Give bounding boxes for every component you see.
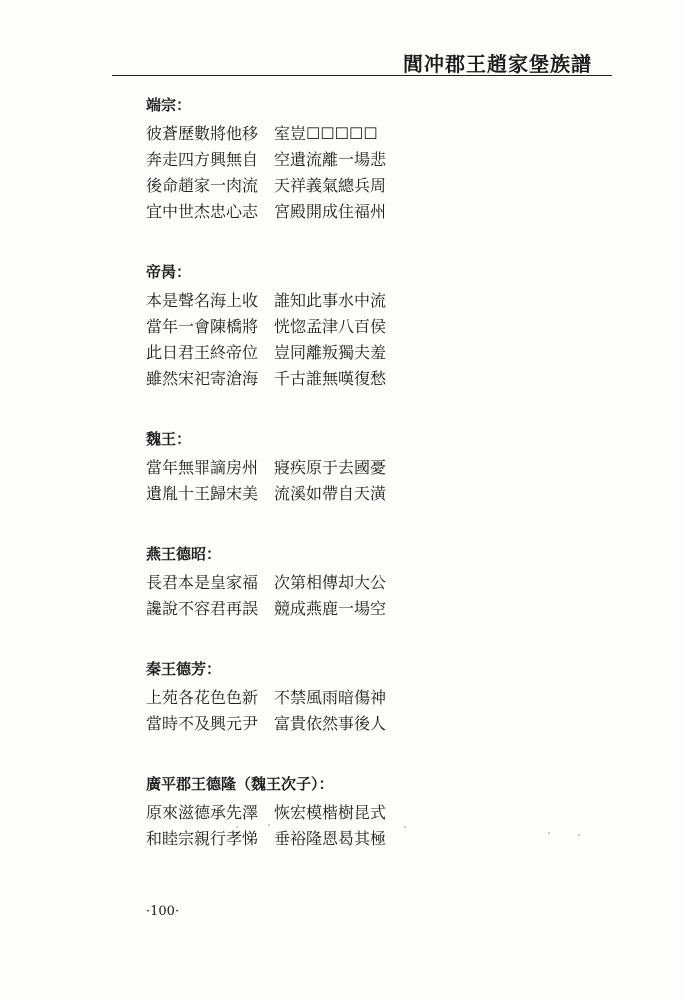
verse-right: 空遺流離一場悲 [274,150,387,169]
poem-section-duanzong [146,93,566,225]
verse-right: 宮殿開成住福州 [274,202,387,221]
header-rule [112,75,612,76]
running-header [112,42,612,76]
verse-left: 後命趙家一肉流 [146,176,259,195]
verse-right: 豈同離叛獨夫羞 [274,343,387,362]
poem-content [146,93,566,887]
book-title: 閭冲郡王趙家堡族譜 [403,52,592,76]
verse-left: 彼蒼歷數將他移 [146,124,259,143]
verse-left: 宜中世杰忠心志 [146,202,259,221]
verse-left: 遺胤十王歸宋美 [146,484,259,503]
verse-right: 誰知此事水中流 [274,291,387,310]
verse-line [146,685,566,711]
section-title: 帝昺： [146,263,192,281]
verse-line [146,711,566,737]
verse-right: 恢宏模楷樹昆式 [274,803,387,822]
verse-line [146,826,566,852]
verse-line [146,121,566,147]
verse-line [146,173,566,199]
scan-speck [578,834,580,836]
poem-section-dibing [146,260,566,392]
verse-right: 競成燕鹿一場空 [274,599,387,618]
verse-line [146,481,566,507]
verse-line [146,147,566,173]
page-number: ·100· [146,904,180,919]
verse-left: 當年無罪謫房州 [146,458,259,477]
section-title: 魏王： [146,430,192,448]
verse-line [146,288,566,314]
verse-left: 長君本是皇家福 [146,573,259,592]
verse-right: 室豈☐☐☐☐☐ [274,124,378,143]
poem-section-guangping [146,772,566,852]
verse-line [146,366,566,392]
scan-speck [268,824,270,826]
section-title: 廣平郡王德隆（魏王次子）： [146,775,334,793]
verse-line [146,314,566,340]
section-title: 燕王德昭： [146,545,222,563]
poem-section-yanwang [146,542,566,622]
verse-left: 奔走四方興無自 [146,150,259,169]
verse-right: 千古誰無嘆復愁 [274,369,387,388]
scan-speck [548,832,550,834]
verse-right: 寢疾原于去國憂 [274,458,387,477]
section-title: 秦王德芳： [146,660,222,678]
verse-left: 雖然宋祀寄滄海 [146,369,259,388]
scan-speck [236,826,238,828]
verse-right: 垂裕隆恩曷其極 [274,829,387,848]
verse-left: 讒說不容君再誤 [146,599,259,618]
verse-right: 不禁風雨暗傷神 [274,688,387,707]
verse-left: 當年一會陳橋將 [146,317,259,336]
verse-line [146,199,566,225]
verse-line [146,340,566,366]
verse-left: 本是聲名海上收 [146,291,259,310]
verse-right: 天祥義氣總兵周 [274,176,387,195]
verse-left: 此日君王終帝位 [146,343,259,362]
scan-speck [404,826,406,828]
poem-section-qinwang [146,657,566,737]
verse-right: 富貴依然事後人 [274,714,387,733]
poem-section-weiwang [146,427,566,507]
verse-right: 次第相傳却大公 [274,573,387,592]
verse-left: 上苑各花色色新 [146,688,259,707]
verse-right: 恍惚孟津八百侯 [274,317,387,336]
verse-line [146,800,566,826]
verse-line [146,455,566,481]
verse-line [146,570,566,596]
verse-left: 和睦宗親行孝悌 [146,829,259,848]
verse-line [146,596,566,622]
section-title: 端宗： [146,96,192,114]
verse-left: 原來滋德承先澤 [146,803,259,822]
verse-left: 當時不及興元尹 [146,714,259,733]
verse-right: 流溪如帶自天潢 [274,484,387,503]
